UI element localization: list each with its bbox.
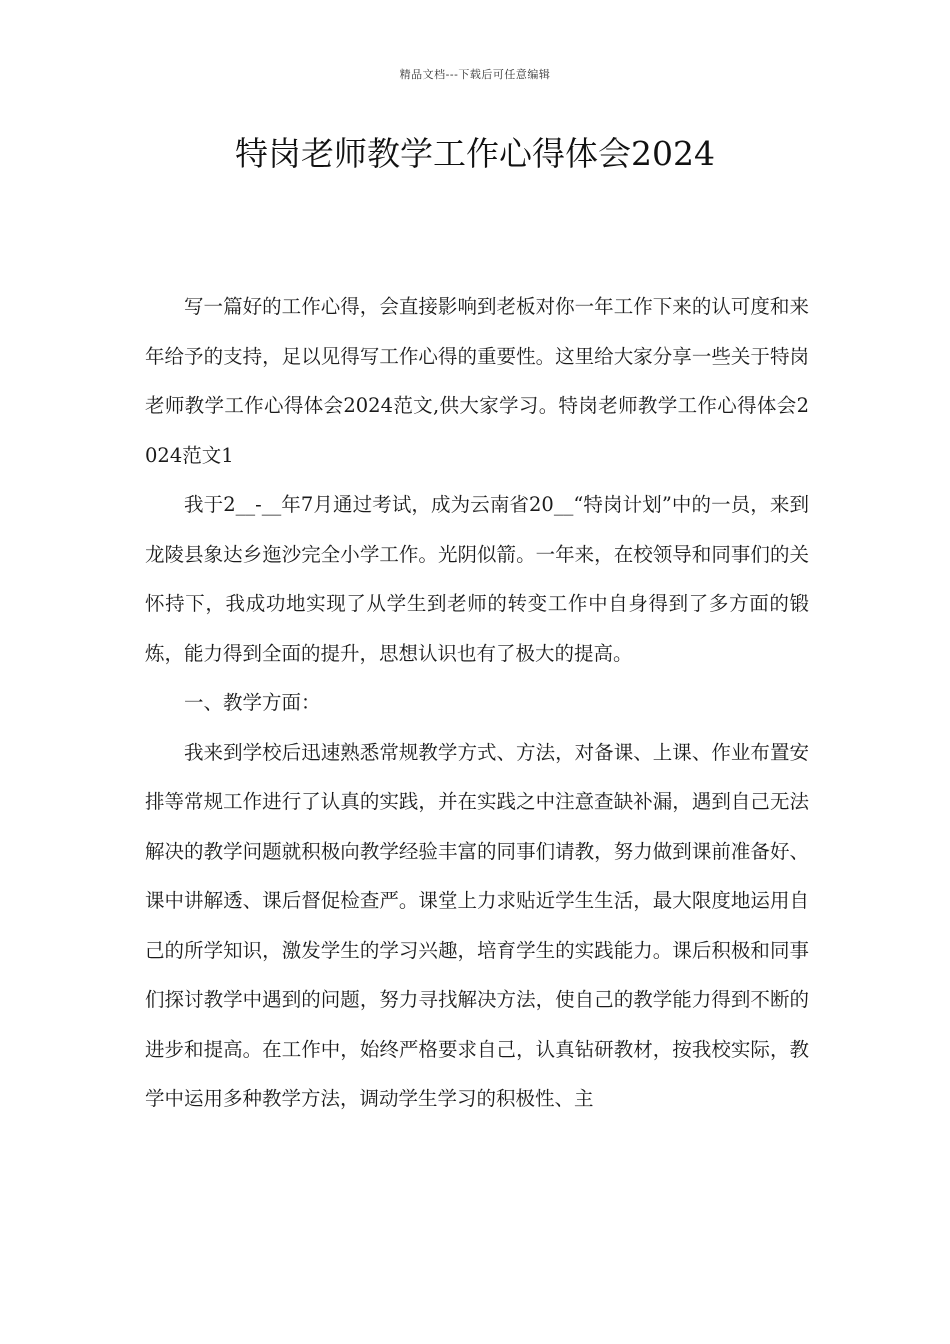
paragraph-background: 我于2__-__年7月通过考试，成为云南省20__“特岗计划”中的一员，来到龙陵县象达乡迤沙完全小学工作。光阴似箭。一年来，在校领导和同事们的关怀持下，我成功地实现了从学生到老师的转变工作中自身得到了多方面的锻炼，能力得到全面的提升，思想认识也有了极大的提高。 <box>145 493 809 665</box>
header-note: 精品文档---下载后可任意编辑 <box>399 68 551 81</box>
paragraph-intro: 写一篇好的工作心得，会直接影响到老板对你一年工作下来的认可度和来年给予的支持，足以见得写工作心得的重要性。这里给大家分享一些关于特岗老师教学工作心得体会2024范文,供大家学习。特岗老师教学工作心得体会2024范文1 <box>145 295 809 467</box>
paragraph-teaching: 我来到学校后迅速熟悉常规教学方式、方法，对备课、上课、作业布置安排等常规工作进行了认真的实践，并在实践之中注意查缺补漏，遇到自己无法解决的教学问题就积极向教学经验丰富的同事们请教，努力做到课前准备好、课中讲解透、课后督促检查严。课堂上力求贴近学生生活，最大限度地运用自己的所学知识，激发学生的学习兴趣，培育学生的实践能力。课后积极和同事们探讨教学中遇到的问题，努力寻找解决方法，使自己的教学能力得到不断的进步和提高。在工作中，始终严格要求自己，认真钻研教材，按我校实际，教学中运用多种教学方法，调动学生学习的积极性、主 <box>145 740 809 1110</box>
document-body <box>145 282 809 1124</box>
document-title: 特岗老师教学工作心得体会2024 <box>235 134 715 173</box>
section-heading-teaching: 一、教学方面： <box>184 691 321 714</box>
